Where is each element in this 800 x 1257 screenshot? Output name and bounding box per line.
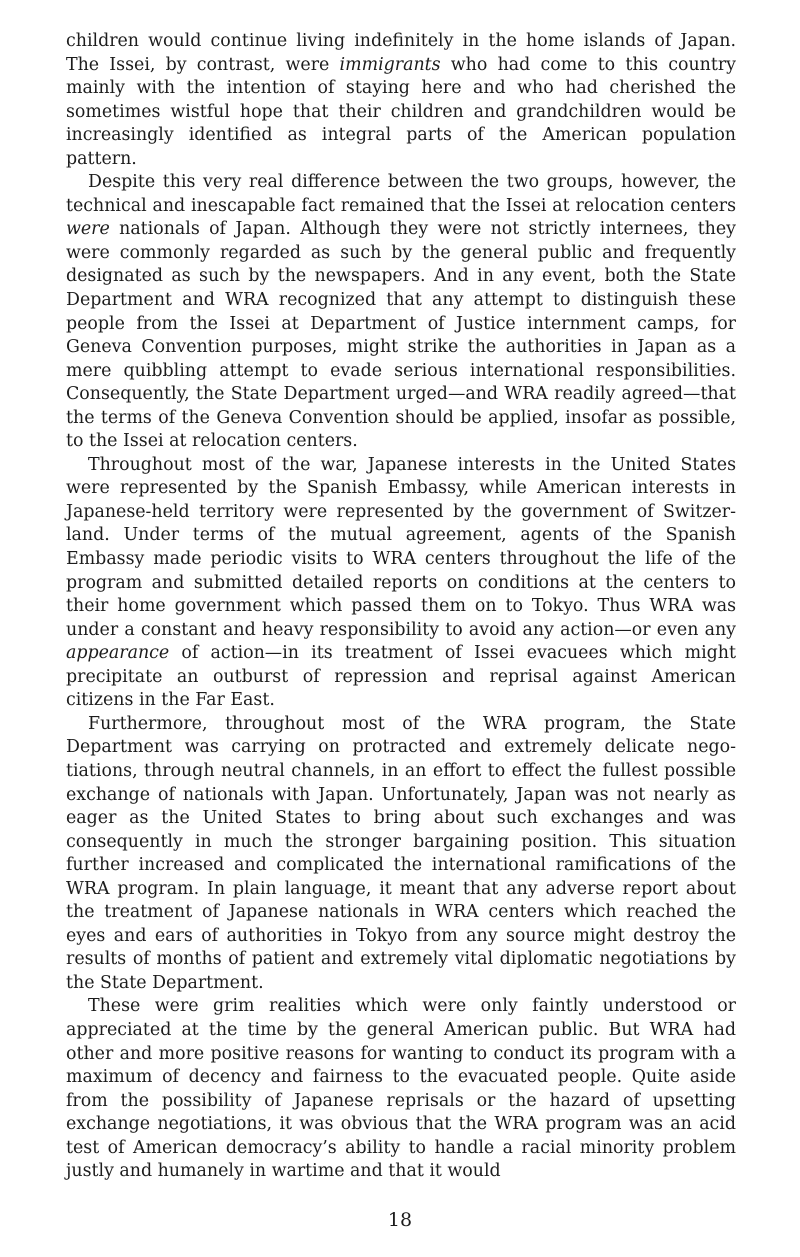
paragraph-2-emphasis-were: were [66, 219, 110, 240]
page-body [66, 30, 736, 1184]
paragraph-1-text-2: who had come to this country mainly with the intention of staying here and who had cherished the sometimes wistful hope that their children and grandchildren would be increasingly identified as integral parts of the American population pattern. [66, 54, 736, 169]
paragraph-2 [66, 171, 736, 454]
paragraph-3-text-1: Throughout most of the war, Japanese interests in the United States were represented by the Spanish Embassy, while American interests in Japanese-held territory were represented by the government of Switzerland. Under terms of the mutual agreement, agents of the Spanish Embassy made periodic visits to WRA centers throughout the life of the program and submitted detailed reports on conditions at the centers to their home government which passed them on to Tokyo. Thus WRA was under a constant and heavy responsibility to avoid any action—or even any [66, 454, 736, 640]
paragraph-1-emphasis-immigrants: immigrants [339, 54, 441, 75]
paragraph-3-text-2: of action—in its treatment of Issei evacuees which might precipitate an outburst of repression and reprisal against American citizens in the Far East. [66, 643, 736, 711]
paragraph-1-text-1: children would continue living indefinitely in the home islands of Japan. The Issei, by contrast, were [66, 31, 736, 75]
page-number: 18 [387, 1209, 413, 1231]
paragraph-5 [66, 995, 736, 1183]
paragraph-2-text-2: nationals of Japan. Although they were not strictly internees, they were commonly regarded as such by the general public and frequently designated as such by the newspapers. And in any event, both the State Department and WRA recognized that any attempt to distinguish these people from the Issei at Department of Justice internment camps, for Geneva Convention purposes, might strike the authorities in Japan as a mere quibbling attempt to evade serious international responsibilities. Consequently, the State Department urged—and WRA readily agreed—that the terms of the Geneva Convention should be applied, insofar as possible, to the Issei at relocation centers. [66, 219, 736, 452]
paragraph-3 [66, 454, 736, 713]
paragraph-4-text-1: Furthermore, throughout most of the WRA program, the State Department was carrying on protracted and extremely delicate negotiations, through neutral channels, in an effort to effect the fullest possible exchange of nationals with Japan. Unfortunately, Japan was not nearly as eager as the United States to bring about such exchanges and was consequently in much the stronger bargaining position. This situation further increased and complicated the international ramifications of the WRA program. In plain language, it meant that any adverse report about the treatment of Japanese nationals in WRA centers which reached the eyes and ears of authorities in Tokyo from any source might destroy the results of months of patient and extremely vital diplomatic negotiations by the State Department. [66, 713, 736, 993]
paragraph-5-text-1: These were grim realities which were only faintly understood or appreciated at the time by the general American public. But WRA had other and more positive reasons for wanting to conduct its program with a maximum of decency and fairness to the evacuated people. Quite aside from the possibility of Japanese reprisals or the hazard of upsetting exchange negotiations, it was obvious that the WRA program was an acid test of American democracy’s ability to handle a racial minority problem justly and humanely in wartime and that it would [66, 996, 736, 1182]
paragraph-4 [66, 713, 736, 996]
paragraph-1 [66, 30, 736, 171]
paragraph-3-emphasis-appearance: appearance [66, 643, 170, 664]
paragraph-2-text-1: Despite this very real difference between the two groups, however, the technical and inescapable fact remained that the Issei at relocation centers [66, 172, 736, 216]
